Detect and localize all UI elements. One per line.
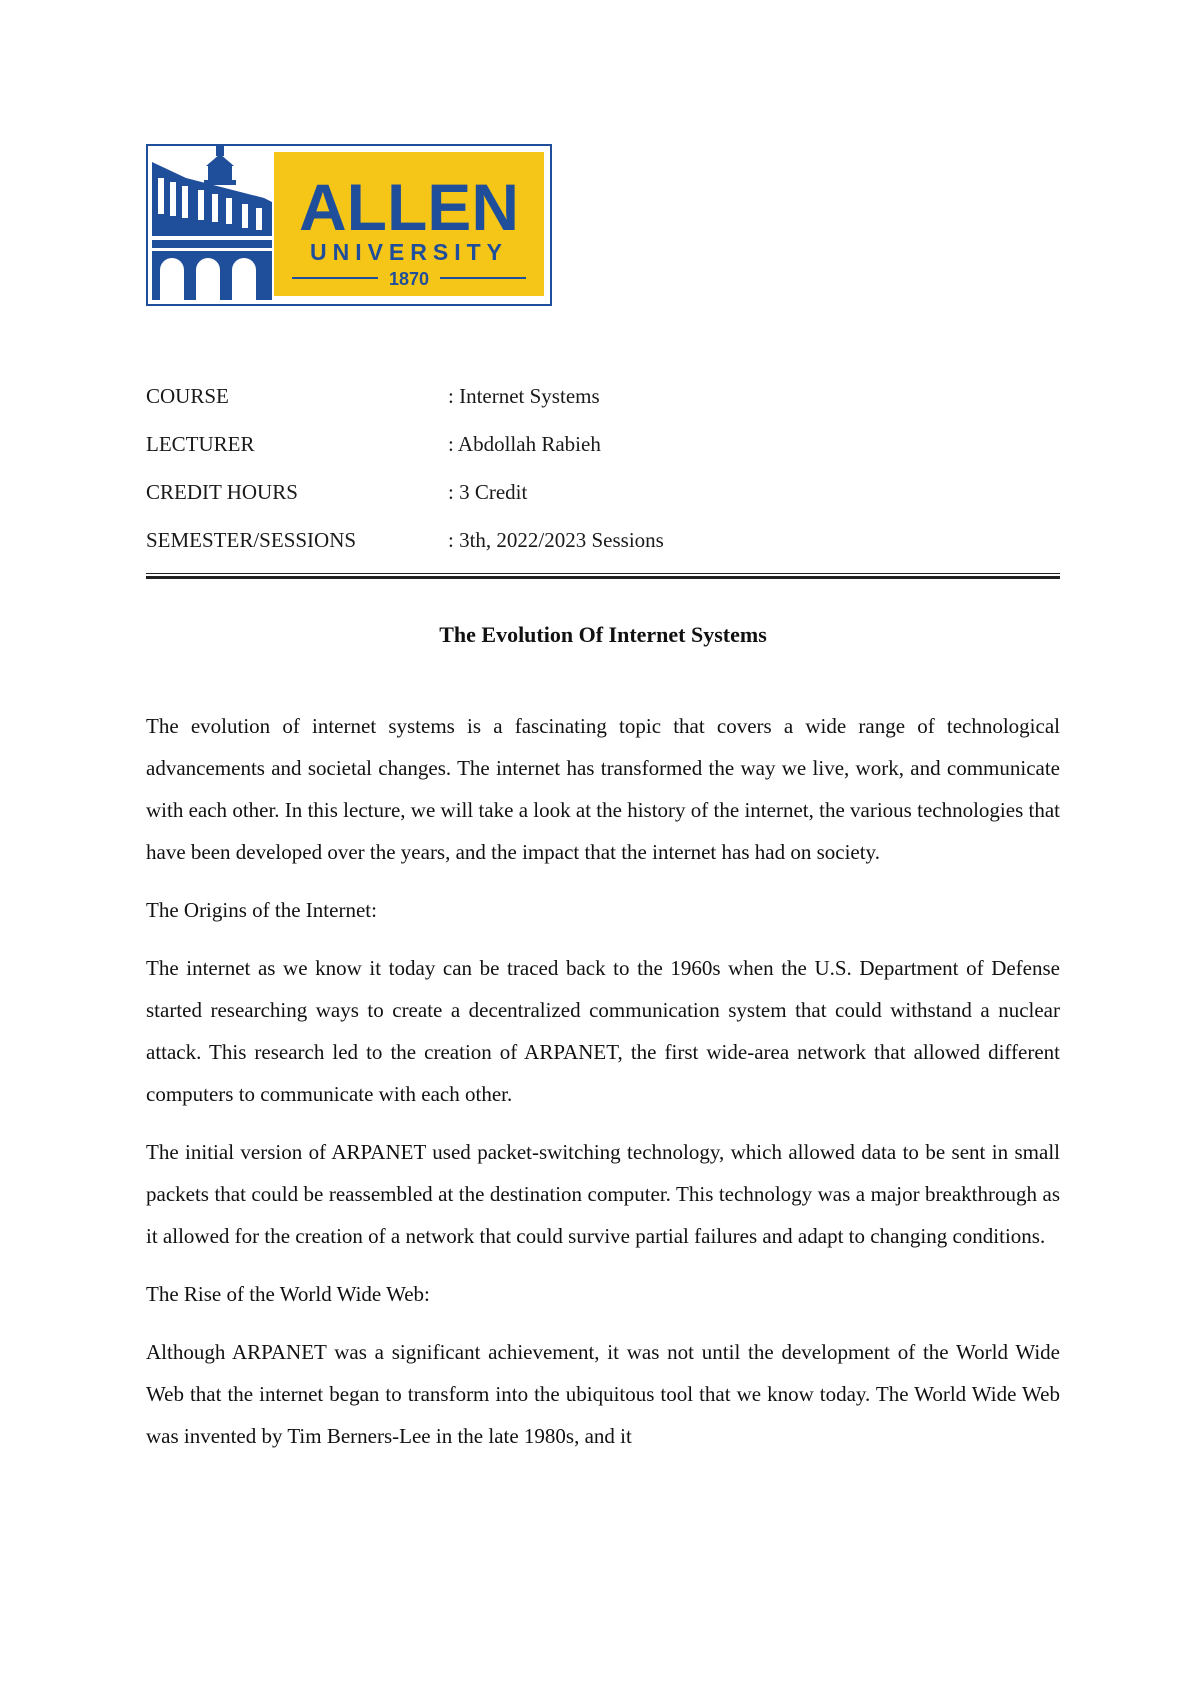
info-label: SEMESTER/SESSIONS (146, 527, 357, 552)
info-value: : 3 Credit (448, 479, 528, 504)
logo-year: 1870 (388, 269, 430, 289)
info-value: : Internet Systems (448, 383, 600, 408)
header-divider (146, 573, 1060, 579)
info-label: CREDIT HOURS (146, 479, 298, 504)
info-label: COURSE (146, 383, 229, 408)
paragraph-origins-2: The initial version of ARPANET used packet-switching technology, which allowed data to be sent in small packets that could be reassembled at the destination computer. This technology was a major breakthrough as it allowed for the creation of a network that could survive partial failures and adapt to changing conditions. (146, 1140, 1060, 1248)
info-row-credit-hours (146, 468, 1060, 516)
document-body (146, 705, 1060, 1473)
info-row-lecturer (146, 420, 1060, 468)
allen-university-logo (146, 144, 552, 306)
paragraph-origins-1: The internet as we know it today can be traced back to the 1960s when the U.S. Department of Defense started researching ways to create a decentralized communication system that could withstand a nuclear attack. This research led to the creation of ARPANET, the first wide-area network that allowed different computers to communicate with each other. (146, 956, 1060, 1106)
logo-name: ALLEN (299, 170, 519, 244)
paragraph-intro: The evolution of internet systems is a fascinating topic that covers a wide range of technological advancements and societal changes. The internet has transformed the way we live, work, and communicate with each other. In this lecture, we will take a look at the history of the internet, the various technologies that have been developed over the years, and the impact that the internet has had on society. (146, 714, 1060, 864)
section-heading-origins: The Origins of the Internet: (146, 898, 377, 922)
paragraph-www-1: Although ARPANET was a significant achievement, it was not until the development of the World Wide Web that the internet began to transform into the ubiquitous tool that we know today. The World Wide Web was invented by Tim Berners-Lee in the late 1980s, and it (146, 1340, 1060, 1448)
document-title: The Evolution Of Internet Systems (439, 622, 767, 647)
logo-sub: UNIVERSITY (309, 239, 509, 265)
info-row-semester (146, 516, 1060, 564)
info-row-course (146, 372, 1060, 420)
info-label: LECTURER (146, 431, 255, 456)
info-value: : 3th, 2022/2023 Sessions (448, 527, 664, 552)
course-info (146, 372, 1060, 564)
section-heading-www: The Rise of the World Wide Web: (146, 1282, 430, 1306)
info-value: : Abdollah Rabieh (448, 431, 601, 456)
